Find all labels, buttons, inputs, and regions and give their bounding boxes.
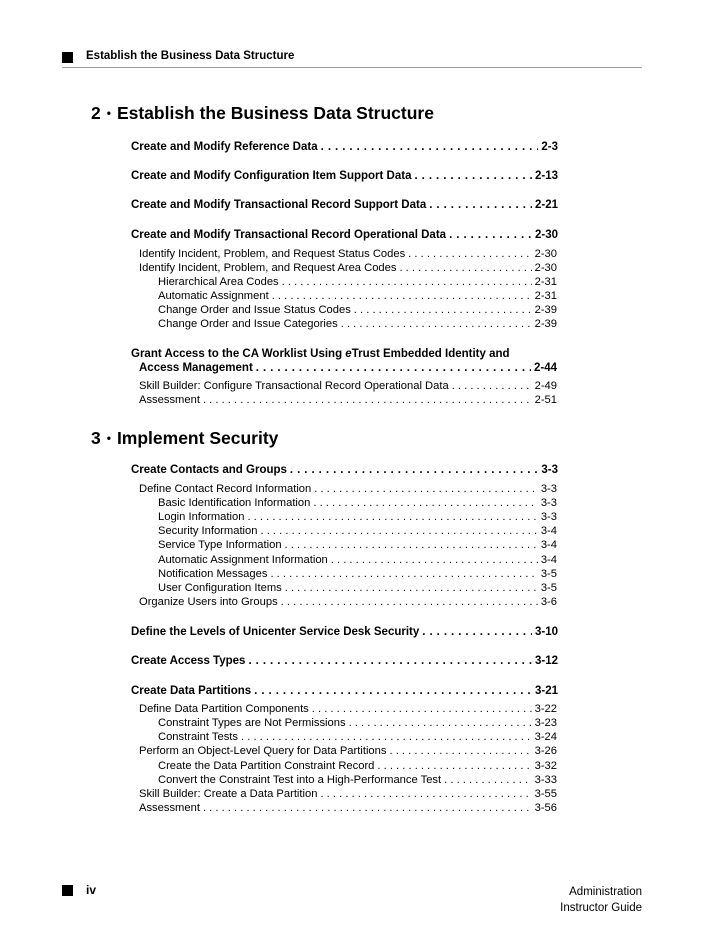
chapter-title: Establish the Business Data Structure bbox=[116, 103, 434, 123]
chapter-title: Implement Security bbox=[116, 428, 279, 448]
toc-entry: Skill Builder: Create a Data Partition . . . 3-55 bbox=[139, 788, 557, 800]
bullet-icon: • bbox=[106, 106, 111, 120]
toc-entry: Constraint Types are Not Permissions . . . 3-23 bbox=[158, 717, 557, 729]
chapter-heading bbox=[91, 103, 434, 124]
toc-entry: Create and Modify Transactional Record Operational Data . . . 2-30 bbox=[131, 229, 558, 241]
toc-entry: Assessment . . . 2-51 bbox=[139, 394, 557, 406]
toc-entry: Organize Users into Groups . . . 3-6 bbox=[139, 596, 557, 608]
running-header bbox=[62, 50, 642, 68]
square-bullet-icon bbox=[62, 885, 73, 896]
toc-entry: Identify Incident, Problem, and Request Area Codes . . . 2-30 bbox=[139, 262, 557, 274]
page-number: iv bbox=[86, 883, 97, 897]
toc-entry: Login Information . . . 3-3 bbox=[158, 511, 557, 523]
toc-entry: Create and Modify Configuration Item Support Data . . . 2-13 bbox=[131, 170, 558, 182]
toc-entry: Convert the Constraint Test into a High-Performance Test . . . 3-33 bbox=[158, 774, 557, 786]
toc-entry: Create Data Partitions . . . 3-21 bbox=[131, 685, 558, 697]
toc-entry: Basic Identification Information . . . 3-3 bbox=[158, 497, 557, 509]
footer-book-title: Administration Instructor Guide bbox=[560, 886, 642, 914]
bullet-icon: • bbox=[106, 431, 111, 445]
chapter-number: 3 bbox=[91, 428, 101, 448]
toc-entry: Create the Data Partition Constraint Record . . . 3-32 bbox=[158, 760, 557, 772]
toc-entry: Security Information . . . 3-4 bbox=[158, 525, 557, 537]
toc-entry: Perform an Object-Level Query for Data Partitions . . . 3-26 bbox=[139, 745, 557, 757]
toc-entry: Create and Modify Transactional Record Support Data . . . 2-21 bbox=[131, 199, 558, 211]
square-bullet-icon bbox=[62, 52, 73, 63]
chapter-heading bbox=[91, 428, 278, 449]
toc-entry: Service Type Information . . . 3-4 bbox=[158, 539, 557, 551]
toc-entry: Change Order and Issue Status Codes . . . 2-39 bbox=[158, 304, 557, 316]
toc-entry: Access Management . . . 2-44 bbox=[139, 362, 557, 374]
toc-entry: Hierarchical Area Codes . . . 2-31 bbox=[158, 276, 557, 288]
header-title: Establish the Business Data Structure bbox=[86, 50, 295, 62]
toc-entry: Constraint Tests . . . 3-24 bbox=[158, 731, 557, 743]
toc-entry: User Configuration Items . . . 3-5 bbox=[158, 582, 557, 594]
toc-entry: Change Order and Issue Categories . . . 2-39 bbox=[158, 318, 557, 330]
toc-entry: Define Contact Record Information . . . 3-3 bbox=[139, 483, 557, 495]
toc-entry: Define Data Partition Components . . . 3-22 bbox=[139, 703, 557, 715]
toc-entry: Skill Builder: Configure Transactional Record Operational Data . . . 2-49 bbox=[139, 380, 557, 392]
toc-entry: Define the Levels of Unicenter Service Desk Security . . . 3-10 bbox=[131, 626, 558, 638]
toc-entry-wrapped-line: Grant Access to the CA Worklist Using eTrust Embedded Identity and bbox=[131, 348, 510, 360]
toc-entry: Identify Incident, Problem, and Request Status Codes . . . 2-30 bbox=[139, 248, 557, 260]
chapter-number: 2 bbox=[91, 103, 101, 123]
toc-entry: Automatic Assignment Information . . . 3-4 bbox=[158, 554, 557, 566]
toc-entry: Notification Messages . . . 3-5 bbox=[158, 568, 557, 580]
toc-entry: Assessment . . . 3-56 bbox=[139, 802, 557, 814]
toc-entry: Create and Modify Reference Data . . . 2-3 bbox=[131, 141, 558, 153]
toc-entry: Create Contacts and Groups . . . 3-3 bbox=[131, 464, 558, 476]
toc-entry: Automatic Assignment . . . 2-31 bbox=[158, 290, 557, 302]
toc-entry: Create Access Types . . . 3-12 bbox=[131, 655, 558, 667]
